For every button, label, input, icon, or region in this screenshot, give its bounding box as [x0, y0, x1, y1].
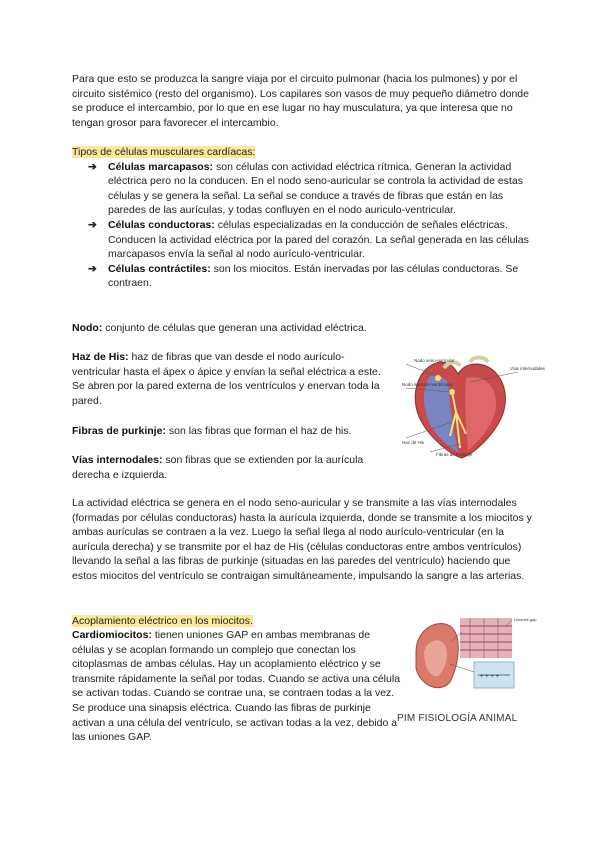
page-footer: PIM FISIOLOGÍA ANIMAL: [397, 713, 518, 724]
arrow-icon: ➔: [88, 160, 97, 173]
fibras-text: son las fibras que forman el haz de his.: [165, 425, 352, 437]
fig1-label: Vías internodales: [510, 366, 545, 371]
heart-conduction-figure: [400, 352, 545, 460]
heart-diagram-icon: [400, 352, 545, 460]
list-item: [72, 262, 532, 291]
fig2-label: Uniones gap: [514, 617, 537, 622]
cell-types-list: [72, 160, 532, 291]
gap-junction-icon: [410, 612, 537, 698]
item-term: Células conductoras:: [108, 218, 215, 231]
plus-signs: + + + +: [480, 674, 500, 680]
fig1-label: Nodo seno-auricular: [414, 358, 455, 363]
list-item: [72, 218, 532, 262]
vias-text: son fibras que se extienden por la aurícula derecha e izquierda.: [72, 454, 364, 481]
fibras-term: Fibras de purkinje:: [72, 425, 166, 437]
cell-types-section: [72, 145, 532, 291]
arrow-icon: ➔: [88, 218, 97, 231]
nodo-text: conjunto de células que generan una actividad eléctrica.: [102, 322, 367, 334]
item-text: células especializadas en la conducción de señales eléctricas. Conducen la actividad eléctrica por la pared del corazón. La señal generada en las células marcapasos envía la señal al nodo aurículo-ventricular.: [108, 218, 529, 261]
fig1-label: Fibras de Purkinje: [436, 452, 473, 457]
nodo-term: Nodo:: [72, 322, 103, 334]
cardiomiocitos-text: tienen uniones GAP en ambas membranas de células y se acoplan formando un complejo que conectan los citoplasmas de ambas células. Hay un acoplamiento eléctrico y se transmite rápidamente la señal por todas. Cuando se activa una célula se activan todas. Cuando se contrae una, se contraen todas a la vez. Se produce una sinapsis eléctrica. Cuando las fibras de purkinje activan a una célula del ventrículo, se activan todas a la vez, debido a las uniones GAP.: [72, 629, 401, 744]
arrow-icon: ➔: [88, 262, 97, 275]
nodo-definition: [72, 321, 532, 336]
acoplamiento-heading: Acoplamiento eléctrico en los miocitos.: [72, 615, 253, 627]
cardiomiocitos-term: Cardiomiocitos:: [72, 629, 152, 641]
cardiomiocitos-definition: [72, 628, 402, 745]
list-item: [72, 160, 532, 218]
gap-junction-figure: [410, 612, 537, 698]
haz-term: Haz de His:: [72, 351, 129, 363]
vias-definition: [72, 453, 392, 482]
item-text: son células con actividad eléctrica rítmica. Generan la actividad eléctrica pero no la conducen. En el nodo seno-auricular se controla la actividad de estas células y se genera la señal. La señal se conduce a través de fibras que están en las paredes de las aurículas, y todas confluyen en el nodo auriculo-ventricular.: [108, 160, 524, 217]
vias-term: Vías internodales:: [72, 454, 163, 466]
item-text: son los miocitos. Están inervadas por las células conductoras. Se contraen.: [108, 262, 519, 290]
intro-paragraph: Para que esto se produzca la sangre viaja por el circuito pulmonar (hacia los pulmones) y por el circuito sistémico (resto del organismo). Los capilares son vasos de muy pequeño diámetro donde se produce el intercambio, por lo que en ese lugar no hay musculatura, ya que interesa que no tengan grosor para favorecer el intercambio.: [72, 73, 529, 129]
cell-types-heading: Tipos de células musculares cardíacas:: [72, 146, 256, 158]
item-term: Células contráctiles:: [108, 262, 211, 275]
item-term: Células marcapasos:: [108, 160, 214, 173]
actividad-paragraph: La actividad eléctrica se genera en el nodo seno-auricular y se transmite a las vías internodales (formadas por células conductoras) hasta la aurícula izquierda, donde se transmite a los miocitos y ambas aurículas se contraen a la vez. Luego la señal llega al nodo aurículo-ventricular (en la aurícula derecha) y se transmite por el haz de His (células conductoras entre ambos ventrículos) llevando la señal a las fibras de purkinje (situadas en las paredes del ventrículo) haciendo que estos miocitos del ventrículo se contraigan simultáneamente, impulsando la sangre a las arterias.: [72, 497, 532, 582]
fibras-definition: [72, 424, 392, 439]
haz-definition: [72, 350, 392, 408]
haz-text: haz de fibras que van desde el nodo aurículo-ventricular hasta el ápex o ápice y envían la señal eléctrica a este. Se abren por la pared externa de los ventrículos y enervan toda la pared.: [72, 351, 381, 407]
fig1-label: Haz de His: [402, 440, 425, 445]
fig1-label: Nodo aurículo-ventricular: [402, 382, 453, 387]
